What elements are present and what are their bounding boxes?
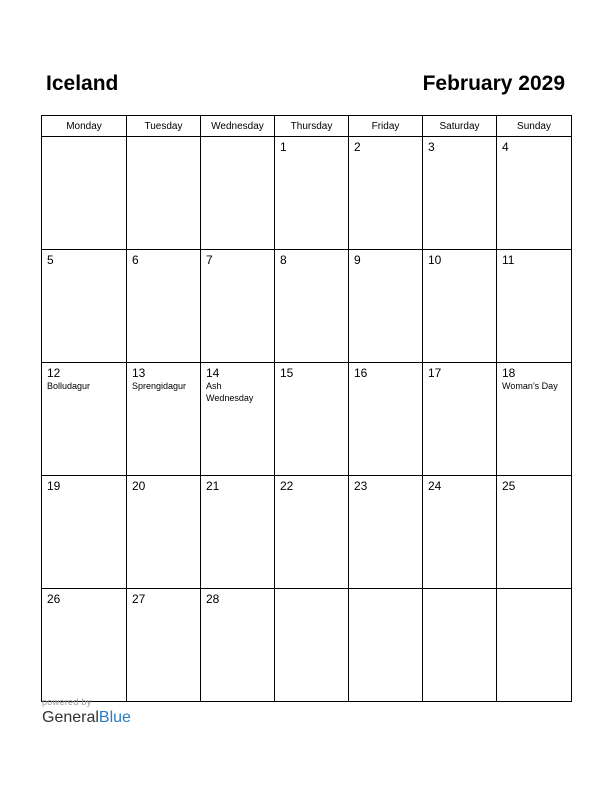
day-number: 28 (206, 592, 220, 606)
week-row (42, 363, 572, 476)
brand-general-text: General (42, 709, 99, 726)
holiday-label: Ash Wednesday (206, 381, 254, 403)
day-cell (127, 476, 201, 589)
weekday-header: Saturday (423, 116, 497, 137)
day-number: 1 (280, 140, 287, 154)
day-cell (42, 589, 127, 702)
week-row (42, 137, 572, 250)
day-number: 7 (206, 253, 213, 267)
day-cell (497, 476, 572, 589)
day-number: 3 (428, 140, 435, 154)
day-cell (42, 363, 127, 476)
day-cell (127, 363, 201, 476)
day-number: 2 (354, 140, 361, 154)
day-cell (275, 137, 349, 250)
day-cell (275, 250, 349, 363)
day-cell (201, 589, 275, 702)
day-cell (349, 137, 423, 250)
day-cell (423, 363, 497, 476)
day-number: 11 (502, 253, 515, 267)
country-title: Iceland (46, 72, 119, 95)
day-number: 12 (47, 366, 61, 380)
holiday-label: Woman’s Day (502, 381, 558, 391)
day-number: 5 (47, 253, 54, 267)
day-number: 16 (354, 366, 368, 380)
day-cell (42, 476, 127, 589)
day-number: 22 (280, 479, 294, 493)
day-cell (42, 250, 127, 363)
brand-blue-text: Blue (98, 709, 131, 726)
footer-brand (42, 696, 131, 728)
weekday-header-row (42, 116, 572, 137)
day-number: 15 (280, 366, 294, 380)
weekday-header: Tuesday (127, 116, 201, 137)
holiday-label: Bolludagur (47, 381, 91, 391)
day-cell (127, 589, 201, 702)
day-cell (349, 363, 423, 476)
day-cell (349, 250, 423, 363)
day-cell (275, 589, 349, 702)
day-number: 6 (132, 253, 139, 267)
day-cell (42, 137, 127, 250)
day-number: 8 (280, 253, 287, 267)
day-number: 17 (428, 366, 442, 380)
day-cell (201, 250, 275, 363)
day-number: 10 (428, 253, 442, 267)
day-cell (423, 137, 497, 250)
day-cell (201, 363, 275, 476)
day-number: 21 (206, 479, 220, 493)
holiday-label: Sprengidagur (132, 381, 187, 391)
day-number: 13 (132, 366, 146, 380)
day-number: 27 (132, 592, 146, 606)
day-number: 19 (47, 479, 61, 493)
day-number: 25 (502, 479, 516, 493)
day-number: 14 (206, 366, 220, 380)
day-cell (349, 589, 423, 702)
day-cell (497, 363, 572, 476)
brand-logo[interactable] (42, 708, 131, 728)
week-row (42, 476, 572, 589)
day-cell (127, 137, 201, 250)
day-cell (497, 250, 572, 363)
day-cell (349, 476, 423, 589)
day-number: 23 (354, 479, 368, 493)
day-number: 26 (47, 592, 61, 606)
day-cell (201, 137, 275, 250)
day-cell (423, 589, 497, 702)
day-cell (127, 250, 201, 363)
weekday-header: Sunday (497, 116, 572, 137)
day-cell (423, 250, 497, 363)
weekday-header: Wednesday (201, 116, 275, 137)
weekday-header: Monday (42, 116, 127, 137)
day-number: 20 (132, 479, 146, 493)
week-row (42, 250, 572, 363)
day-number: 24 (428, 479, 442, 493)
day-cell (423, 476, 497, 589)
day-cell (275, 476, 349, 589)
day-cell (497, 137, 572, 250)
day-cell (497, 589, 572, 702)
day-cell (275, 363, 349, 476)
weekday-header: Thursday (275, 116, 349, 137)
month-year-title: February 2029 (422, 72, 565, 95)
weekday-header: Friday (349, 116, 423, 137)
day-number: 9 (354, 253, 361, 267)
calendar-grid (41, 115, 572, 702)
day-cell (201, 476, 275, 589)
day-number: 4 (502, 140, 509, 154)
day-number: 18 (502, 366, 516, 380)
powered-by-label: powered by (42, 697, 92, 707)
week-row (42, 589, 572, 702)
